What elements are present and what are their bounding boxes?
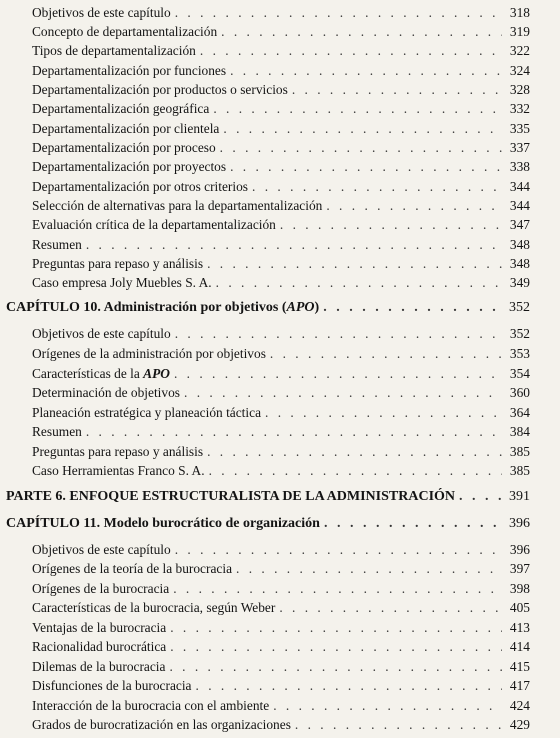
toc-entry xyxy=(32,598,530,617)
toc-entry xyxy=(32,618,530,637)
toc-entry-label: Preguntas para repaso y análisis xyxy=(32,256,204,271)
toc-entry-label: Objetivos de este capítulo xyxy=(32,5,171,20)
toc-entry xyxy=(32,61,530,80)
toc-entry xyxy=(32,422,530,441)
toc-entry-label: Objetivos de este capítulo xyxy=(32,542,171,557)
chapter-title: CAPÍTULO 11. Modelo burocrático de organización xyxy=(6,516,320,531)
toc-entry-label: Interacción de la burocracia con el ambiente xyxy=(32,698,270,713)
toc-page-number: 397 xyxy=(509,561,530,576)
toc-page-number: 328 xyxy=(509,82,530,97)
toc-entry-label: Departamentalización por proceso xyxy=(32,140,216,155)
chapter-heading xyxy=(6,514,530,533)
toc-entry-label: Preguntas para repaso y análisis xyxy=(32,444,204,459)
toc-entry xyxy=(32,657,530,676)
leader-dots xyxy=(209,461,502,480)
toc-entry-label: Disfunciones de la burocracia xyxy=(32,678,192,693)
toc-entry xyxy=(32,196,530,215)
toc-page-number: 385 xyxy=(509,444,530,459)
toc-entry xyxy=(32,696,530,715)
toc-entry-label: Evaluación crítica de la departamentalización xyxy=(32,217,276,232)
leader-dots xyxy=(323,298,502,317)
toc-page-number: 337 xyxy=(509,140,530,155)
leader-dots xyxy=(213,99,502,118)
toc-entry xyxy=(32,157,530,176)
toc-entry xyxy=(32,559,530,578)
toc-entry-label: Resumen xyxy=(32,237,82,252)
leader-dots xyxy=(170,637,502,656)
toc-page-number: 353 xyxy=(509,346,530,361)
toc-entry-label: Departamentalización geográfica xyxy=(32,101,210,116)
toc-page-number: 344 xyxy=(509,198,530,213)
toc-entry xyxy=(32,383,530,402)
toc-entry-label: Resumen xyxy=(32,424,82,439)
toc-page-number: 344 xyxy=(509,179,530,194)
toc-entry xyxy=(32,715,530,734)
toc-page-number: 352 xyxy=(509,300,530,315)
leader-dots xyxy=(236,559,502,578)
toc-page-number: 348 xyxy=(509,256,530,271)
toc-entry-label: Características de la burocracia, según Weber xyxy=(32,600,276,615)
leader-dots xyxy=(459,487,502,506)
toc-entry-label: Racionalidad burocrática xyxy=(32,639,167,654)
toc-entry xyxy=(32,676,530,695)
toc-page-number: 354 xyxy=(509,366,530,381)
toc-entry-label: Características de la APO xyxy=(32,366,170,381)
toc-entry xyxy=(32,119,530,138)
leader-dots xyxy=(174,364,502,383)
toc-page-number: 352 xyxy=(509,326,530,341)
toc-entry xyxy=(32,540,530,559)
toc-entry-label: Departamentalización por funciones xyxy=(32,63,227,78)
toc-entry xyxy=(32,99,530,118)
toc-page-number: 319 xyxy=(509,24,530,39)
toc-entry xyxy=(32,461,530,480)
toc-entry xyxy=(32,344,530,363)
toc-page-number: 391 xyxy=(509,489,530,504)
leader-dots xyxy=(184,383,502,402)
leader-dots xyxy=(169,657,502,676)
leader-dots xyxy=(86,235,502,254)
toc-entry-label: Orígenes de la burocracia xyxy=(32,581,170,596)
toc-entry-label: Determinación de objetivos xyxy=(32,385,180,400)
toc-entry-label: Selección de alternativas para la departamentalización xyxy=(32,198,323,213)
toc-entry-label: Planeación estratégica y planeación táctica xyxy=(32,405,262,420)
toc-page-number: 338 xyxy=(509,159,530,174)
toc-entry-label: Dilemas de la burocracia xyxy=(32,659,166,674)
toc-entry-label: Tipos de departamentalización xyxy=(32,43,196,58)
toc-entry xyxy=(32,138,530,157)
toc-entry-label: Concepto de departamentalización xyxy=(32,24,218,39)
toc-page-number: 414 xyxy=(509,639,530,654)
toc-page-number: 415 xyxy=(509,659,530,674)
toc-entry xyxy=(32,442,530,461)
toc-page-number: 360 xyxy=(509,385,530,400)
leader-dots xyxy=(292,80,502,99)
toc-entry xyxy=(32,3,530,22)
toc-entry xyxy=(32,177,530,196)
leader-dots xyxy=(265,403,502,422)
toc-entry xyxy=(32,324,530,343)
toc-entry-label: Departamentalización por productos o servicios xyxy=(32,82,288,97)
toc-page-number: 384 xyxy=(509,424,530,439)
leader-dots xyxy=(280,215,502,234)
toc-page-number: 364 xyxy=(509,405,530,420)
toc-entry-label: Orígenes de la administración por objetivos xyxy=(32,346,266,361)
toc-entry xyxy=(32,41,530,60)
toc-entry-label: Orígenes de la teoría de la burocracia xyxy=(32,561,233,576)
toc-page-number: 424 xyxy=(509,698,530,713)
toc-entry-label: Ventajas de la burocracia xyxy=(32,620,167,635)
toc-page-number: 396 xyxy=(509,516,530,531)
toc-page-number: 324 xyxy=(509,63,530,78)
toc-page-number: 318 xyxy=(509,5,530,20)
leader-dots xyxy=(220,138,502,157)
leader-dots xyxy=(326,196,502,215)
leader-dots xyxy=(207,442,502,461)
leader-dots xyxy=(324,514,502,533)
toc-entry xyxy=(32,273,530,292)
part-heading xyxy=(6,487,530,506)
toc-entry-label: Departamentalización por proyectos xyxy=(32,159,227,174)
leader-dots xyxy=(295,715,502,734)
leader-dots xyxy=(230,61,502,80)
toc-entry xyxy=(32,579,530,598)
toc-entry-label: Objetivos de este capítulo xyxy=(32,326,171,341)
leader-dots xyxy=(216,273,502,292)
leader-dots xyxy=(175,540,502,559)
toc-entry xyxy=(32,403,530,422)
leader-dots xyxy=(86,422,502,441)
leader-dots xyxy=(175,324,502,343)
chapter-title: CAPÍTULO 10. Administración por objetivos (APO) xyxy=(6,300,320,315)
leader-dots xyxy=(279,598,502,617)
toc-page-number: 396 xyxy=(509,542,530,557)
toc-page-number: 417 xyxy=(509,678,530,693)
toc-page-number: 322 xyxy=(509,43,530,58)
leader-dots xyxy=(200,41,502,60)
toc-page-number: 405 xyxy=(509,600,530,615)
toc-entry xyxy=(32,215,530,234)
leader-dots xyxy=(221,22,502,41)
toc-page-number: 348 xyxy=(509,237,530,252)
toc-entry xyxy=(32,235,530,254)
toc-page-number: 349 xyxy=(509,275,530,290)
toc-entry-label: Caso Herramientas Franco S. A. xyxy=(32,463,205,478)
leader-dots xyxy=(273,696,502,715)
toc-entry xyxy=(32,22,530,41)
part-title: PARTE 6. ENFOQUE ESTRUCTURALISTA DE LA ADMINISTRACIÓN xyxy=(6,489,456,504)
toc-entry xyxy=(32,254,530,273)
toc-page-number: 347 xyxy=(509,217,530,232)
toc-page-number: 413 xyxy=(509,620,530,635)
toc-entry xyxy=(32,80,530,99)
toc-page-number: 335 xyxy=(509,121,530,136)
toc-entry-label: Departamentalización por clientela xyxy=(32,121,220,136)
leader-dots xyxy=(230,157,502,176)
toc-entry-label: Grados de burocratización en las organizaciones xyxy=(32,717,291,732)
toc-entry xyxy=(32,637,530,656)
leader-dots xyxy=(196,676,502,695)
leader-dots xyxy=(270,344,502,363)
leader-dots xyxy=(173,579,502,598)
toc-page-number: 385 xyxy=(509,463,530,478)
leader-dots xyxy=(252,177,502,196)
toc-page-number: 398 xyxy=(509,581,530,596)
chapter-heading xyxy=(6,298,530,317)
toc-page-number: 332 xyxy=(509,101,530,116)
toc-page-number: 429 xyxy=(509,717,530,732)
leader-dots xyxy=(207,254,502,273)
leader-dots xyxy=(175,3,502,22)
toc-entry-label: Departamentalización por otros criterios xyxy=(32,179,249,194)
leader-dots xyxy=(223,119,502,138)
leader-dots xyxy=(170,618,502,637)
toc-entry xyxy=(32,364,530,383)
toc-entry-label: Caso empresa Joly Muebles S. A. xyxy=(32,275,212,290)
